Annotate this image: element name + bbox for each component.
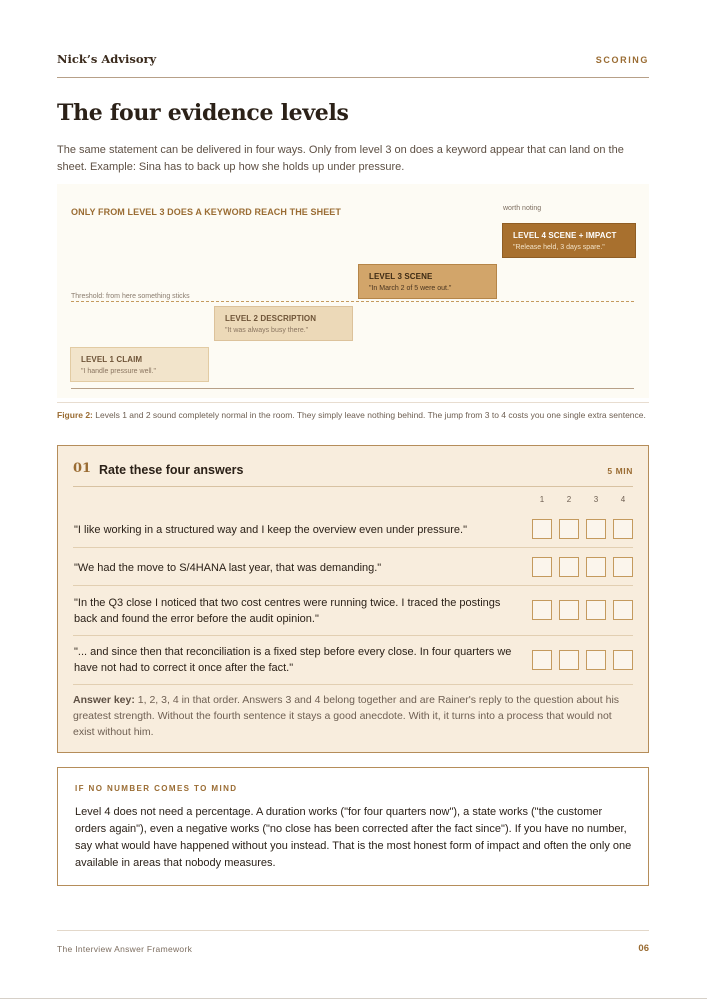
rating-checkbox-3[interactable] [586,519,606,539]
rating-checkbox-4[interactable] [613,557,633,577]
level-name: LEVEL 4 SCENE + IMPACT [513,231,617,240]
caption-text: Levels 1 and 2 sound completely normal in the room. They simply leave nothing behind. The jump from 3 to 4 costs you one single extra sentence. [92,410,646,420]
answer-text: "In the Q3 close I noticed that two cost centres were running twice. I traced the postings back and found the error before the audit opinion." [74,597,501,625]
exercise-duration: 5 MIN [607,466,633,476]
page-header [57,52,649,78]
level-quote: "In March 2 of 5 were out." [369,285,452,292]
answer-text: "We had the move to S/4HANA last year, that was demanding." [74,562,382,574]
callout-label: IF NO NUMBER COMES TO MIND [75,784,238,793]
level-name: LEVEL 2 DESCRIPTION [225,314,317,323]
rating-column-4: 4 [620,495,626,504]
level-quote: "I handle pressure well." [81,368,157,375]
figure-baseline [71,388,634,389]
answer-row [73,510,633,548]
evidence-levels-figure [57,184,649,398]
threshold-line [71,301,634,302]
figure-divider [57,402,649,403]
page-edge [0,998,707,999]
rating-column-2: 2 [566,495,572,504]
level-1-step [70,347,209,382]
threshold-label: Threshold: from here something sticks [71,293,190,300]
footer-title: The Interview Answer Framework [57,944,193,954]
rating-checkbox-3[interactable] [586,650,606,670]
answer-key-text: 1, 2, 3, 4 in that order. Answers 3 and 4 belong together and are Rainer's reply to the question about his greatest strength. Without the fourth sentence it stays a good anecdote. With it, it turns into a process that would not exist without him. [73,694,620,738]
rating-checkbox-1[interactable] [532,600,552,620]
section-tag: SCORING [595,55,649,65]
rating-checkbox-2[interactable] [559,600,579,620]
callout-text: Level 4 does not need a percentage. A duration works ("for four quarters now"), a state works ("the customer orders again"), even a negative works ("no close has been corrected after the fact since"). If you have no number, say what would have happened without you instead. That is the most honest form of impact and often the only one available in areas that nobody measures. [75,806,632,869]
rating-checkbox-3[interactable] [586,600,606,620]
rating-checkbox-1[interactable] [532,650,552,670]
rating-checkbox-2[interactable] [559,650,579,670]
answer-row [73,548,633,586]
caption-label: Figure 2: [57,410,93,420]
rating-column-3: 3 [593,495,599,504]
exercise-divider [73,486,633,487]
rating-column-1: 1 [539,495,545,504]
rating-checkbox-4[interactable] [613,519,633,539]
rating-checkbox-3[interactable] [586,557,606,577]
figure-heading: ONLY FROM LEVEL 3 DOES A KEYWORD REACH THE SHEET [71,207,342,217]
answer-key [73,692,635,740]
rating-checkbox-1[interactable] [532,519,552,539]
answer-row [73,586,633,636]
level-name: LEVEL 3 SCENE [369,272,433,281]
level-quote: "Release held, 3 days spare." [513,244,605,251]
level-name: LEVEL 1 CLAIM [81,355,143,364]
intro-paragraph: The same statement can be delivered in four ways. Only from level 3 on does a keyword appear that can land on the sheet. Example: Sina has to back up how she holds up under pressure. [57,144,624,173]
brand-name: Nick’s Advisory [57,52,157,66]
level-quote: "It was always busy there." [225,327,309,334]
figure-note: worth noting [503,205,542,212]
answer-row [73,636,633,685]
tip-callout [57,767,649,886]
answer-text: "I like working in a structured way and I keep the overview even under pressure." [74,524,468,536]
rating-checkbox-2[interactable] [559,557,579,577]
footer-divider [57,930,649,931]
rating-checkbox-2[interactable] [559,519,579,539]
level-4-step [502,223,636,258]
level-3-step [358,264,497,299]
rating-checkbox-4[interactable] [613,600,633,620]
exercise-number: 01 [73,461,92,476]
exercise-panel [57,445,649,753]
page-number: 06 [638,943,649,954]
page-title: The four evidence levels [57,100,349,126]
rating-checkbox-4[interactable] [613,650,633,670]
answer-text: "... and since then that reconciliation is a fixed step before every close. In four quarters we have not had to correct it once after the fact." [74,646,512,674]
answer-key-label: Answer key: [73,694,135,706]
level-2-step [214,306,353,341]
rating-checkbox-1[interactable] [532,557,552,577]
exercise-title: Rate these four answers [99,463,244,477]
figure-caption [57,409,649,422]
